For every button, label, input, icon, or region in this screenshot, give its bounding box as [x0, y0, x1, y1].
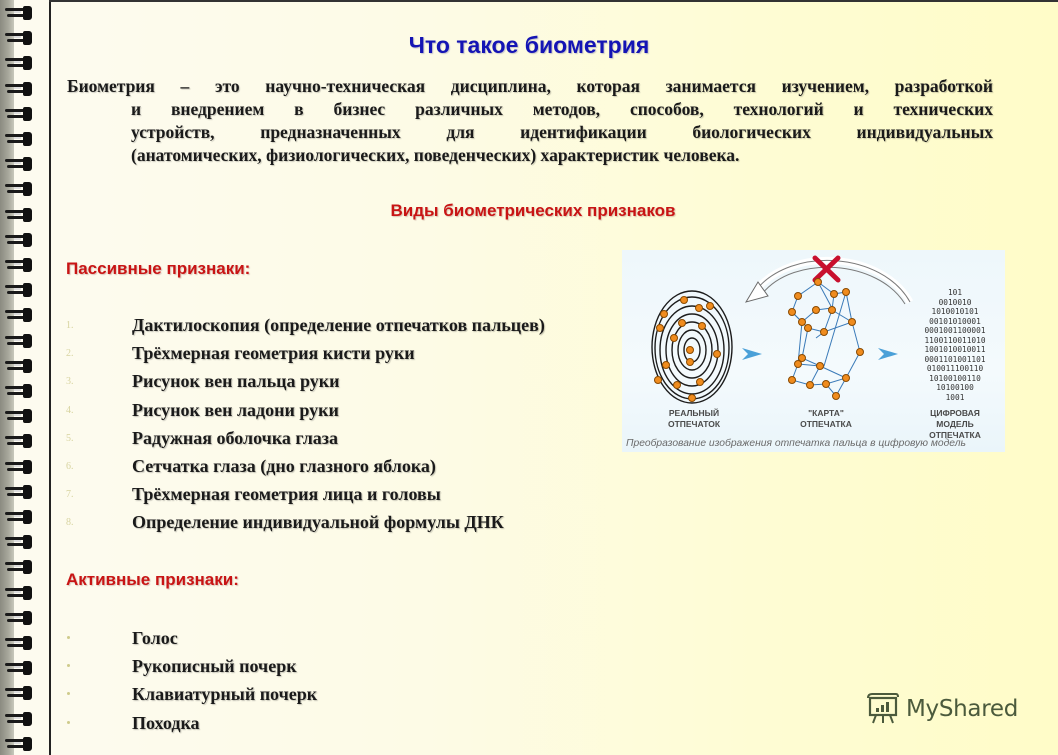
- spiral-ring-icon: [5, 586, 31, 600]
- bullet-icon: [67, 664, 70, 667]
- spiral-ring-icon: [5, 308, 31, 322]
- label-real-print: [644, 408, 744, 430]
- intro-paragraph: [67, 75, 993, 167]
- list-item-text: Трёхмерная геометрия кисти руки: [132, 343, 415, 364]
- spiral-ring-icon: [5, 737, 31, 751]
- list-item-text: Клавиатурный почерк: [132, 684, 318, 705]
- spiral-ring-icon: [5, 712, 31, 726]
- label-line: ОТПЕЧАТОК: [667, 419, 721, 429]
- page-margin-line: [49, 0, 51, 755]
- label-digital-model: [905, 408, 1005, 441]
- bullet-icon: [67, 721, 70, 724]
- spiral-ring-icon: [5, 636, 31, 650]
- binary-line: 1001: [945, 392, 965, 402]
- binary-line: 101: [947, 288, 963, 297]
- binary-data-icon: [905, 288, 1005, 402]
- spiral-ring-icon: [5, 258, 31, 272]
- binary-line: 010011100110: [926, 364, 984, 373]
- spiral-ring-icon: [5, 409, 31, 423]
- spiral-ring-icon: [5, 132, 31, 146]
- intro-line: (анатомических, физиологических, поведенческих) характеристик человека.: [131, 145, 740, 165]
- spiral-binding: [0, 0, 40, 755]
- list-item-text: Сетчатка глаза (дно глазного яблока): [132, 455, 436, 476]
- spiral-ring-icon: [5, 182, 31, 196]
- binary-line: 0010010: [938, 297, 972, 307]
- spiral-ring-icon: [5, 359, 31, 373]
- spiral-ring-icon: [5, 686, 31, 700]
- binary-line: 1010010101: [931, 307, 979, 316]
- passive-heading: Пассивные признаки:: [66, 259, 251, 278]
- list-marker: 3.: [66, 376, 74, 388]
- spiral-ring-icon: [5, 82, 31, 96]
- list-item-text: Рукописный почерк: [132, 656, 297, 677]
- spiral-ring-icon: [5, 535, 31, 549]
- active-heading: Активные признаки:: [66, 570, 239, 589]
- list-item-text: Рисунок вен ладони руки: [132, 399, 339, 420]
- spiral-ring-icon: [5, 611, 31, 625]
- spiral-ring-icon: [5, 485, 31, 499]
- chevron-arrow-icon: [742, 348, 898, 360]
- binary-line: 10100100: [936, 383, 974, 392]
- spiral-ring-icon: [5, 460, 31, 474]
- list-marker: 2.: [66, 348, 74, 360]
- list-marker: 1.: [66, 320, 74, 331]
- list-item-text: Рисунок вен пальца руки: [132, 371, 340, 392]
- intro-line: устройств, предназначенных для идентификации биологических индивидуальных: [131, 122, 993, 142]
- intro-line: Биометрия – это научно-техническая дисциплина, которая занимается изучением, разработкой: [67, 76, 993, 96]
- watermark-text: MyShared: [906, 696, 1019, 722]
- watermark: [866, 692, 1018, 726]
- fingerprint-figure: [622, 250, 1005, 452]
- intro-line: и внедрением в бизнес различных методов, способов, технологий и технических: [131, 99, 993, 119]
- label-line: РЕАЛЬНЫЙ: [668, 408, 720, 418]
- spiral-ring-icon: [5, 334, 31, 348]
- list-item-text: Определение индивидуальной формулы ДНК: [132, 512, 504, 533]
- presentation-board-icon: [866, 693, 900, 725]
- list-item-text: Радужная оболочка глаза: [132, 427, 339, 448]
- label-line: ЦИФРОВАЯ: [930, 408, 980, 418]
- spiral-ring-icon: [5, 661, 31, 675]
- list-item-text: Трёхмерная геометрия лица и головы: [132, 484, 441, 505]
- spiral-ring-icon: [5, 283, 31, 297]
- spiral-ring-icon: [5, 384, 31, 398]
- spiral-ring-icon: [5, 233, 31, 247]
- slide-title: Что такое биометрия: [408, 32, 650, 58]
- binary-line: 00101010001: [929, 316, 981, 326]
- binary-line: 1001010010011: [924, 345, 986, 354]
- list-marker: 7.: [66, 489, 74, 501]
- list-marker: 8.: [66, 517, 74, 529]
- spiral-ring-icon: [5, 510, 31, 524]
- list-item-text: Походка: [132, 712, 200, 733]
- label-print-map: [776, 408, 876, 430]
- binary-line: 10100100110: [929, 373, 981, 383]
- binary-line: 0001101001101: [924, 354, 986, 364]
- page-top-border: [49, 0, 1058, 2]
- binary-line: 1100110011010: [924, 335, 986, 345]
- spiral-ring-icon: [5, 560, 31, 574]
- list-marker: 6.: [66, 460, 74, 472]
- list-item-text: Дактилоскопия (определение отпечатков пальцев): [132, 315, 545, 335]
- label-line: ОТПЕЧАТКА: [800, 419, 852, 429]
- bullet-icon: [67, 692, 70, 695]
- label-line: МОДЕЛЬ: [936, 419, 974, 429]
- spiral-ring-icon: [5, 6, 31, 20]
- binary-line: 0001001100001: [924, 326, 986, 335]
- list-marker: 4.: [66, 404, 74, 416]
- bullet-icon: [67, 636, 70, 639]
- list-marker: 5.: [66, 432, 74, 444]
- spiral-ring-icon: [5, 157, 31, 171]
- label-line: ОТПЕЧАТКА: [929, 430, 981, 440]
- list-item-text: Голос: [132, 628, 178, 648]
- figure-caption: Преобразование изображения отпечатка пальца в цифровую модель: [626, 438, 966, 449]
- spiral-ring-icon: [5, 434, 31, 448]
- section-subtitle: Виды биометрических признаков: [390, 201, 676, 220]
- spiral-ring-icon: [5, 107, 31, 121]
- label-line: "КАРТА": [808, 408, 844, 418]
